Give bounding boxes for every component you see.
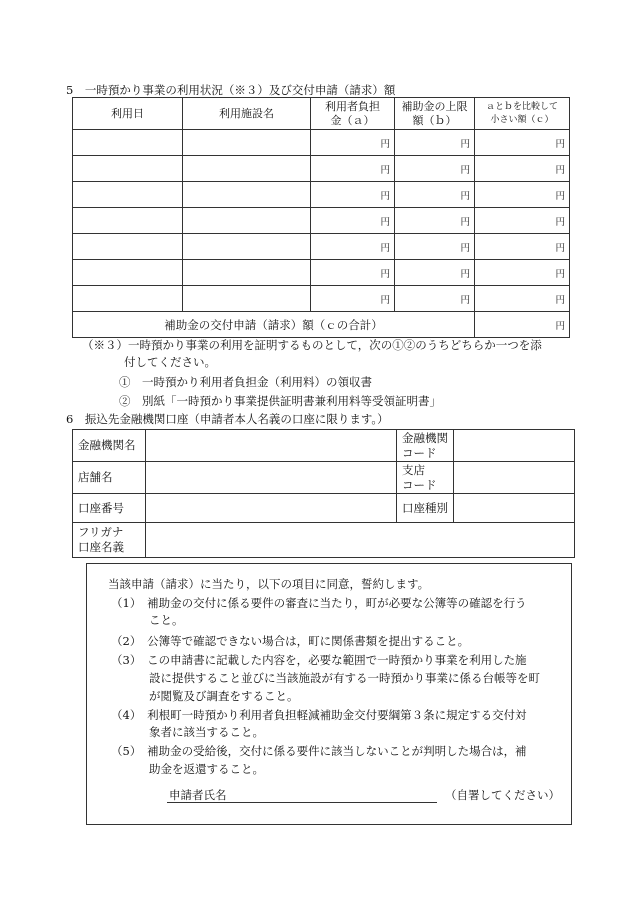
table-row: [73, 260, 570, 286]
total-row: [73, 312, 570, 338]
table-row: [73, 156, 570, 182]
section5-title: 5 一時預かり事業の利用状況（※３）及び交付申請（請求）額: [66, 83, 396, 97]
date-cell[interactable]: [73, 286, 183, 312]
burden-cell[interactable]: 円: [311, 286, 395, 312]
bank-name-label: 金融機関名: [73, 430, 146, 462]
compare-cell[interactable]: 円: [475, 260, 570, 286]
compare-cell[interactable]: 円: [475, 234, 570, 260]
branch-code-label: 支店 コード: [397, 462, 454, 494]
facility-cell[interactable]: [183, 182, 311, 208]
consent-item-3-cont2: が閲覧及び調査をすること。: [149, 689, 299, 703]
bank-code-field[interactable]: [454, 430, 575, 462]
facility-cell[interactable]: [183, 208, 311, 234]
date-cell[interactable]: [73, 182, 183, 208]
compare-cell[interactable]: 円: [475, 286, 570, 312]
compare-cell[interactable]: 円: [475, 208, 570, 234]
bank-code-label: 金融機関 コード: [397, 430, 454, 462]
consent-item-4-cont: 象者に該当すること。: [149, 725, 264, 739]
facility-cell[interactable]: [183, 286, 311, 312]
limit-cell[interactable]: 円: [395, 208, 475, 234]
bank-row: [73, 430, 575, 462]
compare-cell[interactable]: 円: [475, 130, 570, 156]
burden-cell[interactable]: 円: [311, 156, 395, 182]
note-item-2: ② 別紙「一時預かり事業提供証明書兼利用料等受領証明書」: [119, 394, 441, 408]
consent-item-1: （1） 補助金の交付に係る要件の審査に当たり，町が必要な公簿等の確認を行う: [111, 596, 527, 610]
consent-item-2: （2） 公簿等で確認できない場合は，町に関係書類を提出すること。: [111, 634, 470, 648]
account-row: [73, 494, 575, 523]
col-header-date: 利用日: [73, 98, 183, 130]
bank-account-table: [72, 429, 575, 558]
table-row: [73, 286, 570, 312]
consent-item-5: （5） 補助金の受給後，交付に係る要件に該当しないことが判明した場合は，補: [111, 744, 527, 758]
branch-code-field[interactable]: [454, 462, 575, 494]
note-item-1: ① 一時預かり利用者負担金（利用料）の領収書: [119, 375, 372, 389]
account-number-label: 口座番号: [73, 494, 146, 523]
limit-cell[interactable]: 円: [395, 156, 475, 182]
note-3: （※３）一時預かり事業の利用を証明するものとして，次の①②のうちどちらか一つを添: [82, 338, 542, 352]
signature-line[interactable]: [167, 802, 437, 803]
burden-cell[interactable]: 円: [311, 234, 395, 260]
date-cell[interactable]: [73, 208, 183, 234]
burden-cell[interactable]: 円: [311, 130, 395, 156]
compare-cell[interactable]: 円: [475, 156, 570, 182]
usage-table: [72, 97, 570, 338]
limit-cell[interactable]: 円: [395, 234, 475, 260]
compare-cell[interactable]: 円: [475, 182, 570, 208]
limit-cell[interactable]: 円: [395, 286, 475, 312]
table-row: [73, 208, 570, 234]
branch-name-field[interactable]: [146, 462, 397, 494]
col-header-compare: ａとｂを比較して 小さい額（ｃ）: [475, 98, 570, 130]
col-header-burden: 利用者負担 金（ａ）: [311, 98, 395, 130]
note-3-cont: 付してください。: [124, 355, 216, 369]
table-row: [73, 130, 570, 156]
burden-cell[interactable]: 円: [311, 260, 395, 286]
limit-cell[interactable]: 円: [395, 260, 475, 286]
consent-item-3-cont: 設に提供すること並びに当該施設が有する一時預かり事業に係る台帳等を町: [149, 671, 540, 685]
consent-item-3: （3） この申請書に記載した内容を，必要な範囲で一時預かり事業を利用した施: [111, 653, 527, 667]
table-row: [73, 234, 570, 260]
branch-name-label: 店舗名: [73, 462, 146, 494]
limit-cell[interactable]: 円: [395, 182, 475, 208]
burden-cell[interactable]: 円: [311, 208, 395, 234]
consent-item-4: （4） 利根町一時預かり利用者負担軽減補助金交付要綱第３条に規定する交付対: [111, 708, 527, 722]
facility-cell[interactable]: [183, 156, 311, 182]
account-holder-label: フリガナ 口座名義: [73, 523, 146, 558]
table-row: [73, 182, 570, 208]
consent-item-1-cont: こと。: [149, 613, 184, 627]
account-holder-field[interactable]: [146, 523, 575, 558]
branch-row: [73, 462, 575, 494]
total-label: 補助金の交付申請（請求）額（ｃの合計）: [73, 312, 475, 338]
consent-intro: 当該申請（請求）に当たり，以下の項目に同意，誓約します。: [108, 577, 430, 591]
holder-row: [73, 523, 575, 558]
burden-cell[interactable]: 円: [311, 182, 395, 208]
date-cell[interactable]: [73, 260, 183, 286]
account-type-field[interactable]: [454, 494, 575, 523]
limit-cell[interactable]: 円: [395, 130, 475, 156]
account-type-label: 口座種別: [397, 494, 454, 523]
consent-item-5-cont: 助金を返還すること。: [149, 762, 264, 776]
facility-cell[interactable]: [183, 234, 311, 260]
section6-title: 6 振込先金融機関口座（申請者本人名義の口座に限ります。）: [66, 412, 389, 426]
signature-note: （自署してください）: [445, 788, 560, 802]
signature-label: 申請者氏名: [169, 788, 227, 802]
col-header-facility: 利用施設名: [183, 98, 311, 130]
date-cell[interactable]: [73, 156, 183, 182]
usage-header-row: [73, 98, 570, 130]
facility-cell[interactable]: [183, 260, 311, 286]
date-cell[interactable]: [73, 234, 183, 260]
total-amount-cell[interactable]: 円: [475, 312, 570, 338]
date-cell[interactable]: [73, 130, 183, 156]
bank-name-field[interactable]: [146, 430, 397, 462]
consent-box: [86, 563, 572, 825]
account-number-field[interactable]: [146, 494, 397, 523]
col-header-limit: 補助金の上限 額（ｂ）: [395, 98, 475, 130]
facility-cell[interactable]: [183, 130, 311, 156]
